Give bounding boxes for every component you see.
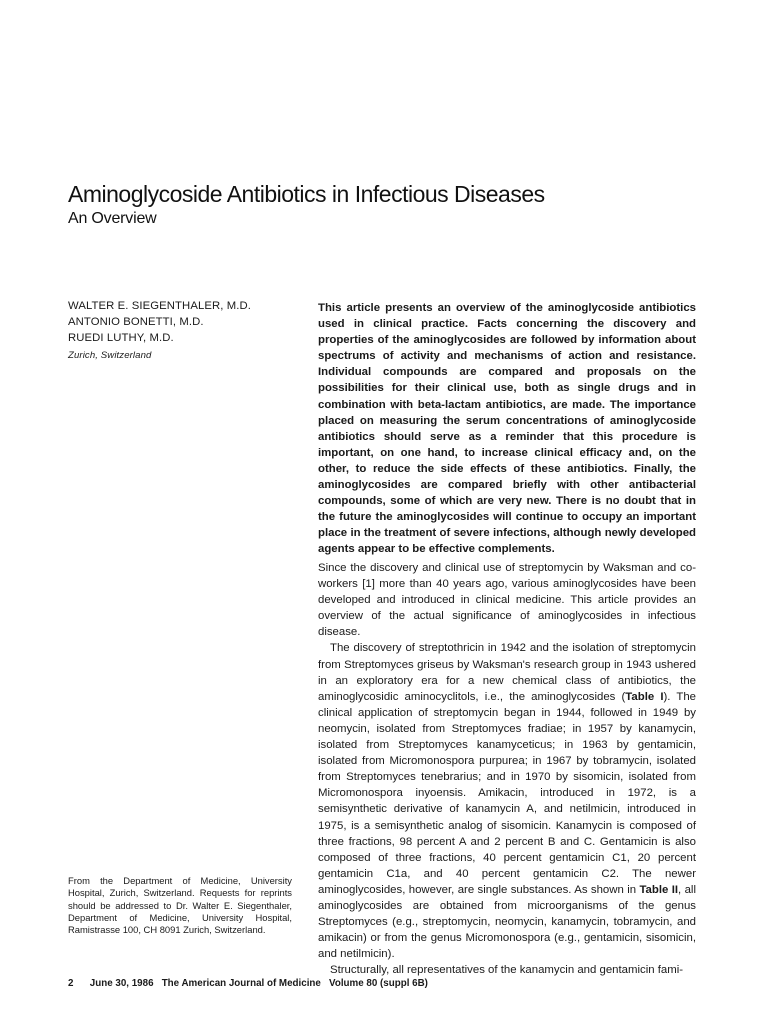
journal-volume: Volume 80 (suppl 6B) [329, 978, 428, 989]
footnote: From the Department of Medicine, University Hospital, Zurich, Switzerland. Requests for reprints should be addressed to Dr. Walter E. Siegenthaler, Department of Medicine, University Hospital, Ramistrasse 100, CH 8091 Zurich, Switzerland. [68, 875, 292, 936]
page-number: 2 [68, 978, 74, 989]
body-text-span: , all aminoglycosides are obtained from microorganisms of the genus Streptomyces (e.g., streptomycin, neomycin, kanamycin, tobramycin, and amikacin) or from the genus Micromonospora (e.g., gentamicin, sisomicin, and netilmicin). [318, 883, 696, 961]
body-text-span: The discovery of streptothricin in 1942 and the isolation of streptomycin from Streptomyces griseus by Waksman's research group in 1943 ushered in an exploratory era for a new chemical class of antibiotics, the aminoglycosidic aminocyclitols, i.e., the aminoglycosides ( [318, 642, 696, 703]
body-paragraph: Since the discovery and clinical use of streptomycin by Waksman and co-workers [1] more than 40 years ago, various aminoglycosides have been developed and introduced in clinical medicine. This article provides an overview of the actual significance of aminoglycosides in infectious disease. [318, 562, 696, 639]
author-name: ANTONIO BONETTI, M.D. [68, 316, 204, 328]
author-block [68, 298, 298, 364]
author-name: WALTER E. SIEGENTHALER, M.D. [68, 300, 251, 312]
journal-name: The American Journal of Medicine [161, 978, 321, 989]
table-reference: Table II [639, 883, 679, 896]
body-text [318, 560, 696, 978]
body-paragraph [318, 640, 696, 962]
footer-date: June 30, 1986 [89, 978, 154, 989]
author-name: RUEDI LUTHY, M.D. [68, 332, 174, 344]
page-footer [68, 978, 428, 989]
body-text-span: ). The clinical application of streptomycin began in 1944, followed in 1949 by neomycin, isolated from Streptomyces fradiae; in 1957 by kanamycin, isolated from Streptomyces kanamyceticus; in 1963 by gentamicin, isolated from Micromonospora purpurea; in 1967 by tobramycin, isolated from Streptomyces tenebrarius; and in 1970 by sisomicin, isolated from Micromonospora inyoensis. Amikacin, introduced in 1972, is a semisynthetic derivative of kanamycin A, and netilmicin, introduced in 1975, is a semisynthetic analog of sisomicin. Kanamycin is composed of three fractions, 98 percent A and 2 percent B and C. Gentamicin is also composed of three fractions, 40 percent gentamicin C1, 20 percent gentamicin C1a, and 40 percent gentamicin C2. The newer aminoglycosides, however, are single substances. As shown in [318, 690, 697, 896]
article-subtitle: An Overview [68, 210, 157, 227]
table-reference: Table I [625, 690, 664, 703]
abstract: This article presents an overview of the aminoglycoside antibiotics used in clinical practice. Facts concerning the discovery and properties of the aminoglycosides are followed by information about spectrums of activity and mechanisms of action and resistance. Individual compounds are compared and proposals on the possibilities for their clinical use, both as single drugs and in combination with beta-lactam antibiotics, are made. The importance placed on measuring the serum concentrations of aminoglycoside antibiotics should serve as a reminder that this procedure is important, on one hand, to increase clinical efficacy and, on the other, to reduce the side effects of these antibiotics. Finally, the aminoglycosides are compared briefly with other antibacterial compounds, some of which are very new. There is no doubt that in the future the aminoglycosides will continue to occupy an important place in the treatment of severe infections, although newly developed agents appear to be effective complements. [318, 302, 696, 556]
author-affiliation: Zurich, Switzerland [68, 350, 152, 361]
body-paragraph: Structurally, all representatives of the kanamycin and gentamicin fami- [330, 964, 684, 977]
article-title: Aminoglycoside Antibiotics in Infectious Diseases [68, 181, 545, 208]
